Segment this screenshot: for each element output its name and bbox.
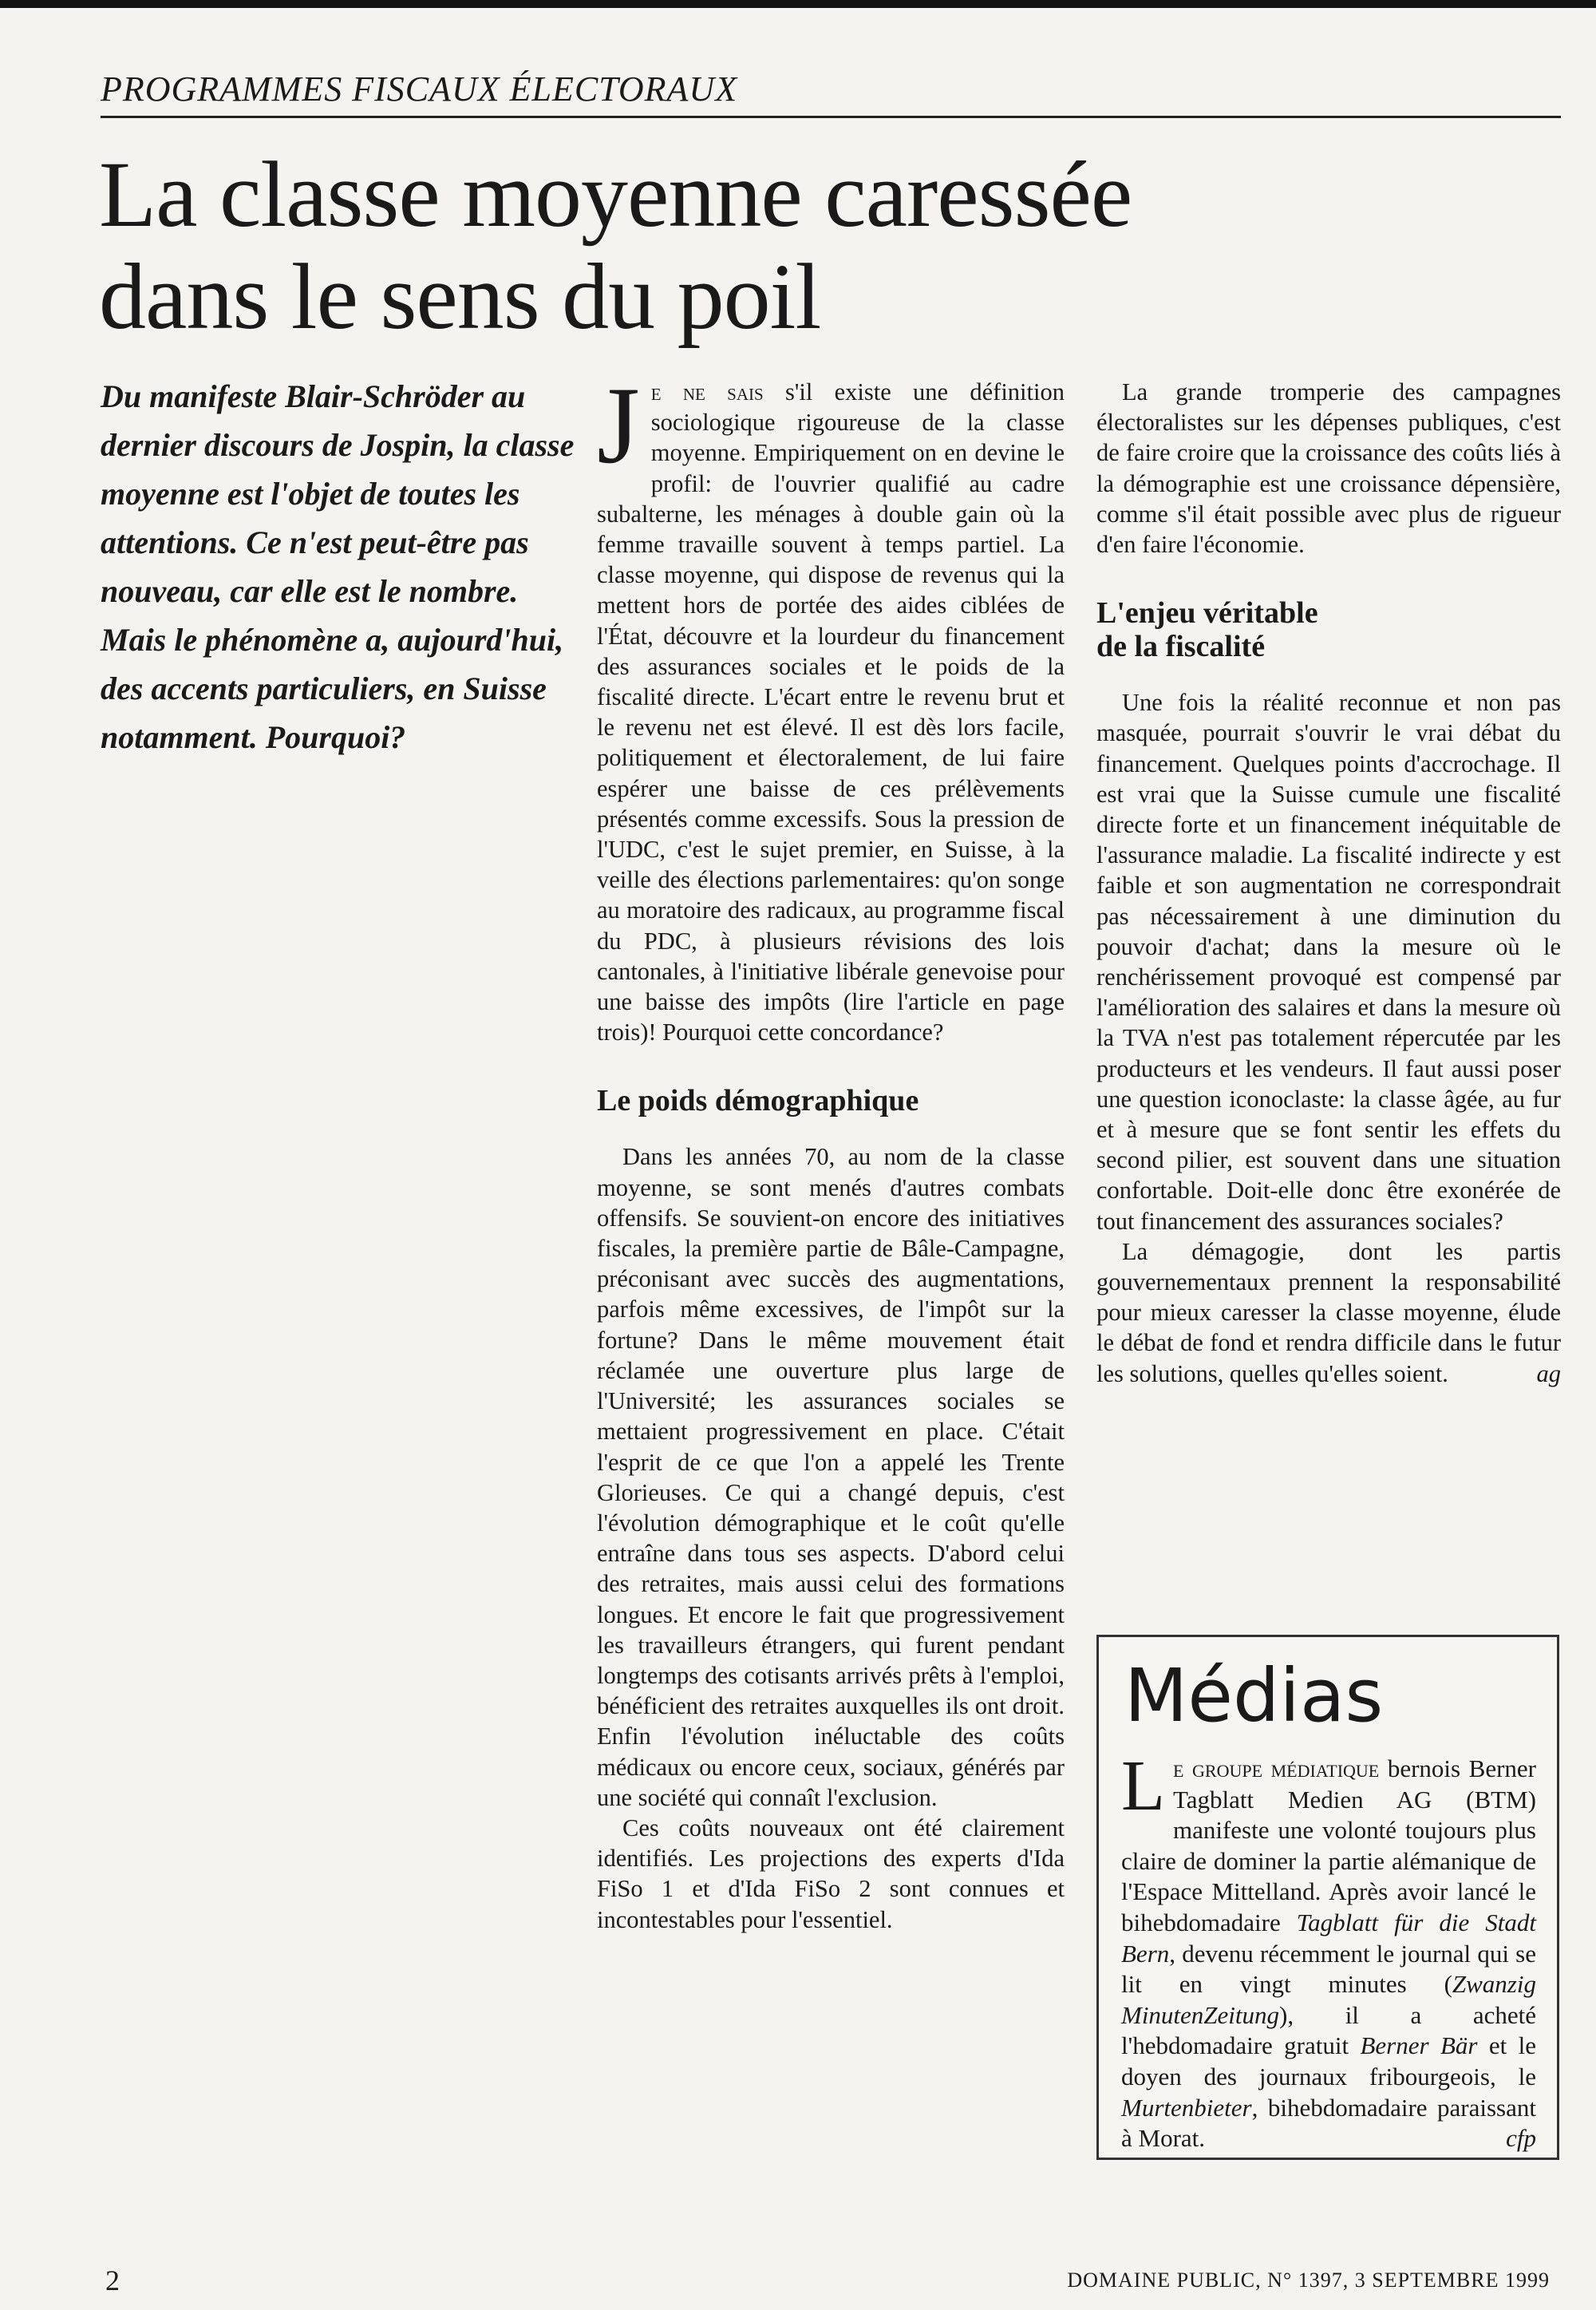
- article-paragraph-4: La grande tromperie des campagnes électoralistes sur les dépenses publiques, c'est de faire croire que la croissance des coûts liés à la démographie est une croissance dépensière, comme s'il était possible avec plus de rigueur d'en faire l'économie.: [1096, 378, 1561, 559]
- medias-text-e: , bihebdomadaire paraissant à Morat.: [1121, 2093, 1536, 2153]
- paragraph-6-text: La démagogie, dont les partis gouvernementaux prennent la responsabilité pour mieux caresser la classe moyenne, élude le débat de fond et rendra difficile dans le futur les solutions, quelles qu'elles soient.: [1096, 1237, 1561, 1387]
- article-column-3: [1096, 377, 1561, 1389]
- medias-title-murtenbieter: Murtenbieter: [1121, 2093, 1252, 2122]
- article-paragraph-6: [1096, 1236, 1561, 1389]
- publication-footer: DOMAINE PUBLIC, N° 1397, 3 SEPTEMBRE 1999: [1067, 2268, 1550, 2292]
- medias-title-berner-baer: Berner Bär: [1360, 2031, 1478, 2060]
- medias-title-zwanzig: Zwanzig MinutenZeitung: [1121, 1970, 1536, 2029]
- article-paragraph-2: Dans les années 70, au nom de la classe moyenne, se sont menés d'autres combats offensifs. Se souvient-on encore des initiatives fiscales, la première partie de Bâle-Campagne, préconisant avec succès des augmentations, parfois même excessives, de l'impôt sur la fortune? Dans le même mouvement était réclamée une ouverture plus large de l'Université; les assurances sociales se mettaient progressivement en place. C'était l'esprit de ce que l'on a appelé les Trente Glorieuses. Ce qui a changé depuis, c'est l'évolution démographique et le coût qu'elle entraîne dans tous ses aspects. D'abord celui des retraites, mais aussi celui des formations longues. Et encore le fait que progressivement les travailleurs étrangers, qui furent pendant longtemps des cotisants arrivés prêts à l'emploi, bénéficient des retraites auxquelles ils ont droit. Enfin l'évolution inéluctable des coûts médicaux ou encore ceux, sociaux, générés par une société qui connaît l'exclusion.: [597, 1143, 1065, 1811]
- medias-lead-in: e groupe médiatique: [1172, 1754, 1380, 1782]
- lead-paragraph-1: Du manifeste Blair-Schröder au dernier discours de Jospin, la classe moyenne est l'objet de toutes les attentions. Ce n'est peut-être pas nouveau, car elle est le nombre.: [101, 378, 575, 609]
- page-number: 2: [105, 2265, 120, 2296]
- headline-line-2: dans le sens du poil: [99, 244, 821, 349]
- article-paragraph-5: Une fois la réalité reconnue et non pas masquée, pourrait s'ouvrir le vrai débat du financement. Quelques points d'accrochage. Il est vrai que la Suisse cumule une fiscalité directe forte et un financement inéquitable de l'assurance maladie. La fiscalité indirecte y est faible et son augmentation ne correspondrait pas nécessairement à une diminution du pouvoir d'achat; dans la mesure où le renchérissement provoqué est compensé par l'amélioration des salaires et dans la mesure où la TVA n'est pas totalement répercutée par les producteurs et les vendeurs. Il faut aussi poser une question iconoclaste: la classe âgée, au fur et à mesure que se font sentir les effets du second pilier, est souvent dans une situation confortable. Doit-elle donc être exonérée de tout financement des assurances sociales?: [1096, 689, 1561, 1235]
- section-rubric: PROGRAMMES FISCAUX ÉLECTORAUX: [101, 69, 1561, 118]
- medias-signature: cfp: [1506, 2124, 1536, 2153]
- lead-paragraph-2: Mais le phénomène a, aujourd'hui, des accents particuliers, en Suisse notamment. Pourquoi?: [101, 622, 564, 755]
- medias-text-b: , devenu récemment le journal qui se lit en vingt minutes (: [1121, 1939, 1536, 1999]
- medias-box-title: Médias: [1124, 1653, 1384, 1738]
- medias-title-tagblatt: Tagblatt für die Stadt Bern: [1121, 1908, 1536, 1968]
- medias-box-text: [1121, 1746, 1536, 2154]
- medias-box: [1096, 1635, 1559, 2160]
- article-lead: [101, 372, 579, 761]
- top-rule: [0, 0, 1596, 8]
- lead-in-smallcaps: e ne sais: [650, 378, 764, 405]
- author-signature: ag: [1536, 1359, 1561, 1387]
- article-paragraph-1: [597, 364, 1065, 1047]
- article-headline: [99, 144, 1456, 348]
- medias-text-a: bernois Berner Tagblatt Medien AG (BTM) manifeste une volonté toujours plus claire de dominer la partie alémanique de l'Espace Mittelland. Après avoir lancé le bihebdomadaire: [1121, 1754, 1536, 1936]
- headline-line-1: La classe moyenne caressée: [99, 142, 1132, 247]
- medias-text-d: et le doyen des journaux fribourgeois, le: [1121, 2031, 1536, 2090]
- medias-text-c: ), il a acheté l'hebdomadaire gratuit: [1121, 2000, 1536, 2060]
- subheading-fiscal: [1096, 596, 1561, 663]
- subheading-demographic: Le poids démographique: [597, 1084, 919, 1118]
- paragraph-1-text: s'il existe une définition sociologique rigoureuse de la classe moyenne. Empiriquement on en devine le profil: de l'ouvrier qualifié au cadre subalterne, les ménages à double gain où la femme travaille souvent à temps partiel. La classe moyenne, qui dispose de revenus qui la mettent hors de portée des aides ciblées de l'État, découvre et la lourdeur du financement des assurances sociales et le poids de la fiscalité directe. L'écart entre le revenu brut et le revenu net est élevé. Il est dès lors facile, politiquement et électoralement, de lui faire espérer une baisse de ces prélèvements présentés comme excessifs. Sous la pression de l'UDC, c'est le sujet premier, en Suisse, à la veille des élections parlementaires: qu'on songe au moratoire des radicaux, au programme fiscal du PDC, à plusieurs révisions des lois cantonales, à l'initiative libérale genevoise pour une baisse des impôts (lire l'article en page trois)! Pourquoi cette concordance?: [597, 378, 1065, 1046]
- article-paragraph-3: Ces coûts nouveaux ont été clairement identifiés. Les projections des experts d'Ida FiSo 1 et d'Ida FiSo 2 sont connues et incontestables pour l'essentiel.: [597, 1814, 1065, 1933]
- medias-drop-cap: L: [1121, 1746, 1165, 1825]
- drop-cap: J: [597, 364, 640, 486]
- subheading-fiscal-line-2: de la fiscalité: [1096, 630, 1266, 664]
- subheading-fiscal-line-1: L'enjeu véritable: [1096, 596, 1318, 631]
- article-column-2: [597, 364, 1065, 1935]
